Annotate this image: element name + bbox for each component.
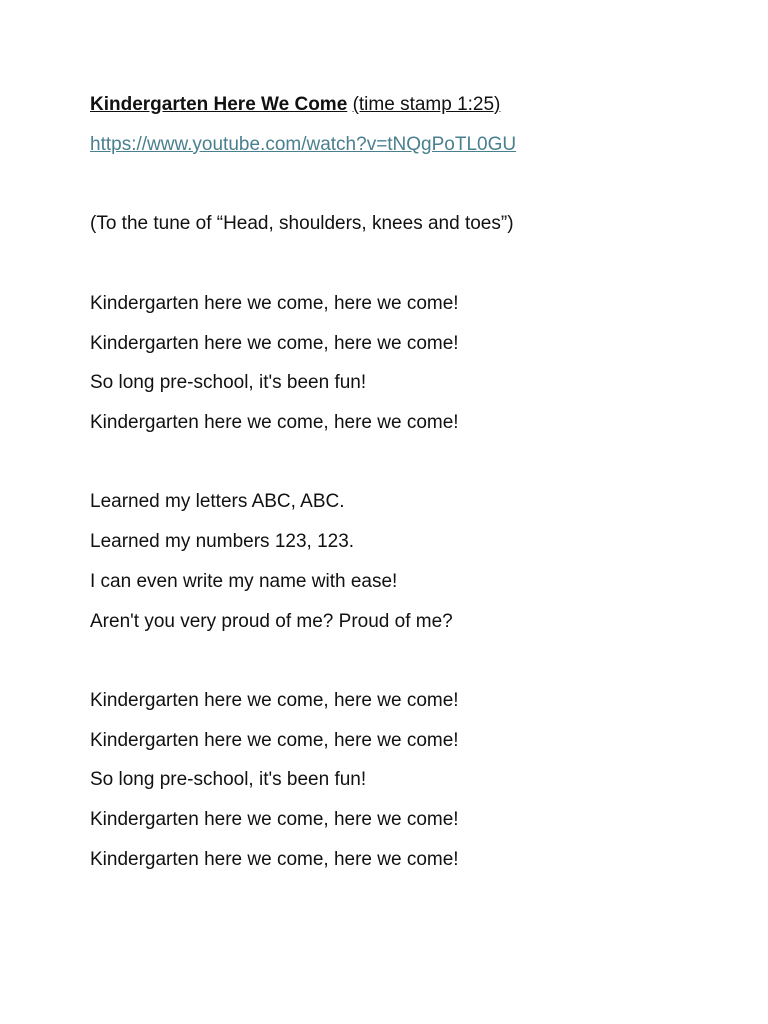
- verse-1-line-2: Kindergarten here we come, here we come!: [90, 333, 459, 354]
- verse-1-line-4: Kindergarten here we come, here we come!: [90, 412, 459, 433]
- verse-3-line-1: Kindergarten here we come, here we come!: [90, 690, 459, 711]
- verse-2-line-1: Learned my letters ABC, ABC.: [90, 491, 345, 512]
- verse-3-line-2: Kindergarten here we come, here we come!: [90, 730, 459, 751]
- title-note: (time stamp 1:25): [352, 94, 501, 115]
- video-link-line: [90, 133, 516, 157]
- song-title: Kindergarten Here We Come: [90, 94, 348, 115]
- verse-3-line-5: Kindergarten here we come, here we come!: [90, 849, 459, 870]
- verse-2-line-2: Learned my numbers 123, 123.: [90, 531, 355, 552]
- tune-note: (To the tune of “Head, shoulders, knees and toes”): [90, 213, 514, 234]
- verse-1-line-1: Kindergarten here we come, here we come!: [90, 293, 459, 314]
- verse-1-line-3: So long pre-school, it's been fun!: [90, 372, 367, 393]
- verse-3-line-4: Kindergarten here we come, here we come!: [90, 809, 459, 830]
- title-line: [90, 93, 500, 117]
- verse-3-line-3: So long pre-school, it's been fun!: [90, 769, 367, 790]
- verse-2-line-4: Aren't you very proud of me? Proud of me?: [90, 611, 453, 632]
- video-link[interactable]: https://www.youtube.com/watch?v=tNQgPoTL0GU: [90, 134, 517, 155]
- verse-2-line-3: I can even write my name with ease!: [90, 571, 398, 592]
